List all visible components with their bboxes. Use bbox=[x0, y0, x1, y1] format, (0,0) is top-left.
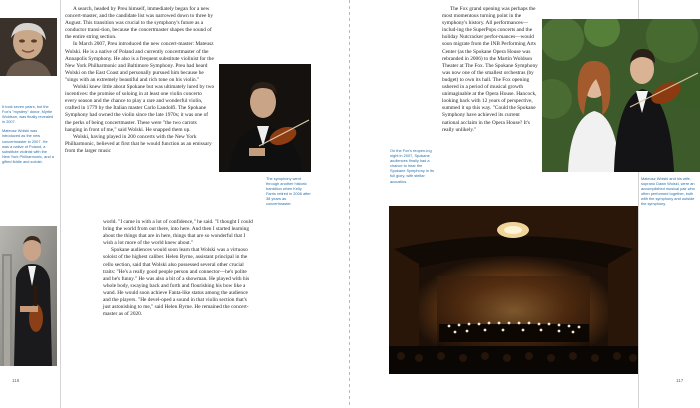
caption-wolski: Mateusz Wolski was introduced as the new concertmaster in 2007. He was a native of Poland, a substitute violinist with the New York Philharmonic, and a gifted fiddle and soloist. bbox=[2, 128, 54, 164]
left-column-1 bbox=[65, 6, 215, 155]
photo-myrtle-woldson bbox=[0, 18, 57, 76]
paragraph: world. "I came in with a lot of confidence," he said. "I thought I could bring the world from out there, into here. And then I started learning about the things that are in here, things that are so wonderful that I wish a lot more of the world knew about." bbox=[103, 219, 253, 247]
right-column-1 bbox=[442, 6, 538, 134]
paragraph: The Fox grand opening was perhaps the most momentous turning point in the symphony's history. All performances—includ-ing the SuperPops concerts and the holiday Nutcracker perfor-mances—would soon migrate from the INB Performing Arts Center (as the Spokane Opera House was rebranded in 2006) to the Martin Woldson Theater at The Fox. The Spokane Symphony was now one of the smallest orchestras (by budget) to own its hall. The Fox opening ushered in a period of musical growth unimaginable at the Opera House. Hancock, looking back with 12 years of perspective, summed it up this way. "Could the Spokane Symphony have achieved its current national acclaim in the Opera House? It's really unlikely." bbox=[442, 6, 538, 133]
photo-kelly-farris bbox=[219, 64, 311, 172]
photo-fox-concert-hall bbox=[389, 206, 638, 374]
caption-text: Mateusz Wolski and his wife, soprano Dawn Wolski, were an accomplished musical pair who often performed together, both with the symphony and outside the symphony. bbox=[641, 176, 695, 207]
caption-woldson: It took seven years, but the Fox's "mystery" donor, Myrtle Woldson, was finally revealed in 2007. bbox=[2, 104, 54, 125]
photo-mateusz-wolski bbox=[0, 226, 57, 366]
caption-wolski-couple bbox=[641, 176, 697, 211]
left-sidebar-captions bbox=[2, 104, 54, 168]
right-page bbox=[350, 0, 700, 408]
paragraph: Wolski knew little about Spokane but was ultimately lured by two incentives: the promise of soloing in at least one violin concerto every season and the chance to play a rare and wonderful violin, crafted in 1779 by the Italian master Carlo Landolfi. The Spokane Symphony had owned the violin since the late 1970s; it was one of the perks of being concertmaster. These were "the two carrots hanging in front of me," said Wolski. He snapped them up. bbox=[65, 84, 215, 133]
paragraph: Wolski, having played in 200 concerts with the New York Philharmonic, believed at first that he would function as an emissary from the larger music bbox=[65, 133, 212, 154]
caption-fox-reopening bbox=[390, 148, 436, 188]
page-number-left: 116 bbox=[12, 378, 20, 383]
margin-rule bbox=[60, 0, 61, 408]
photo-wolski-couple bbox=[542, 19, 700, 172]
paragraph: A search, headed by Preu himself, immediately began for a new concert-master, and the candidate list was narrowed down to three by August. This transition was crucial to the symphony's future as a conductor transi-tion, because the concertmaster shapes the sound of the entire string section. bbox=[65, 6, 214, 41]
caption-text: The symphony went through another historic transition when Kelly Farris retired in 2006 after 38 years as concertmaster. bbox=[266, 176, 311, 207]
caption-text: On the Fox's reopen-ing night in 2007, Spokane audiences finally had a chance to hear the Spokane Symphony in its full glory, with stellar acoustics. bbox=[390, 148, 434, 184]
photo-caption-farris bbox=[266, 176, 312, 211]
left-column-2 bbox=[103, 219, 255, 318]
paragraph: In March 2007, Preu introduced the new concert-master: Mateusz Wolski. He is a native of Poland and currently concertmaster of the Annapolis Symphony. He also is a frequent substitute violinist for the New York Philharmonic and Baltimore Symphony. Preu had heard Wolski on the East Coast and personally pursued him because he "sings with an extremely beautiful and rich tone on his violin." bbox=[65, 41, 214, 83]
page-number-right: 117 bbox=[676, 378, 684, 383]
page-gutter bbox=[349, 0, 350, 408]
paragraph: Spokane audiences would soon learn that Wolski was a virtuoso soloist of the highest caliber. Helen Byrne, assistant principal in the cello section, said that Wolski also possessed several other crucial traits: "He's a really good people person and connector—he's polite and he's funny." He was also a bit of a showman. He played with his whole body, swaying back and forth and flourishing his bow like a wand. He would soon achieve Fanta-like status among the audience and the players. "He devel-oped a sound in that violin section that's just astonishing to me," said Helen Byrne. He remained the concert-master as of 2020. bbox=[103, 247, 250, 318]
